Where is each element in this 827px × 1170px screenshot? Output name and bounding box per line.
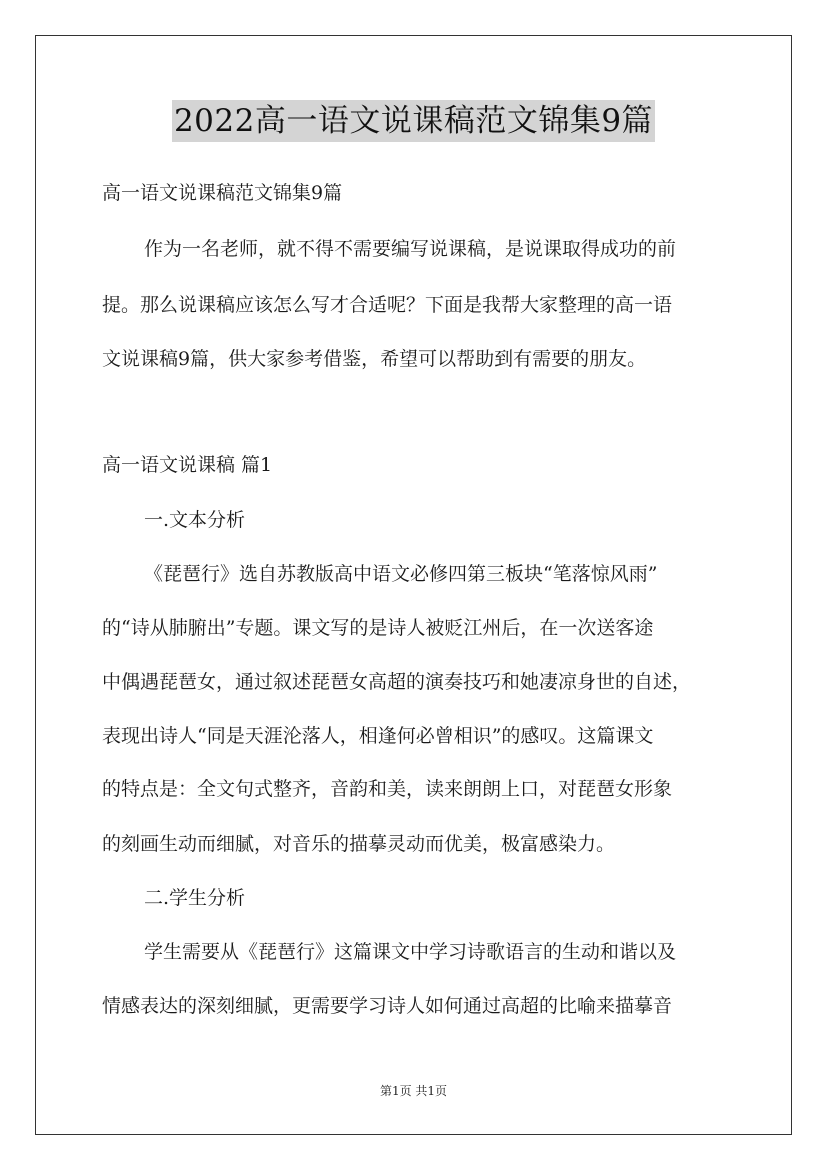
paragraph-line: 中偶遇琵琶女，通过叙述琵琶女高超的演奏技巧和她凄凉身世的自述， [102,671,692,693]
document-title: 2022高一语文说课稿范文锦集9篇 [172,100,655,142]
section-heading: 高一语文说课稿 篇1 [102,454,273,476]
paragraph-line: 《琵琶行》选自苏教版高中语文必修四第三板块“笔落惊风雨” [144,563,658,585]
paragraph-line: 情感表达的深刻细腻，更需要学习诗人如何通过高超的比喻来描摹音 [102,995,673,1017]
paragraph-line: 表现出诗人“同是天涯沦落人，相逢何必曾相识”的感叹。这篇课文 [102,725,654,747]
paragraph-line: 的“诗从肺腑出”专题。课文写的是诗人被贬江州后，在一次送客途 [102,617,654,639]
intro-line-2: 提。那么说课稿应该怎么写才合适呢？下面是我帮大家整理的高一语 [102,294,673,316]
intro-line-3: 文说课稿9篇，供大家参考借鉴，希望可以帮助到有需要的朋友。 [102,348,647,370]
part2-heading: 二.学生分析 [144,887,246,909]
paragraph-line: 的特点是：全文句式整齐，音韵和美，读来朗朗上口，对琵琶女形象 [102,778,673,800]
title-container [0,100,827,142]
part1-heading: 一.文本分析 [144,509,246,531]
paragraph-line: 学生需要从《琵琶行》这篇课文中学习诗歌语言的生动和谐以及 [144,941,677,963]
intro-line-1: 作为一名老师，就不得不需要编写说课稿，是说课取得成功的前 [144,238,677,260]
page-footer: 第1页 共1页 [379,1084,448,1098]
paragraph-line: 的刻画生动而细腻，对音乐的描摹灵动而优美，极富感染力。 [102,833,616,855]
subtitle: 高一语文说课稿范文锦集9篇 [102,182,343,204]
